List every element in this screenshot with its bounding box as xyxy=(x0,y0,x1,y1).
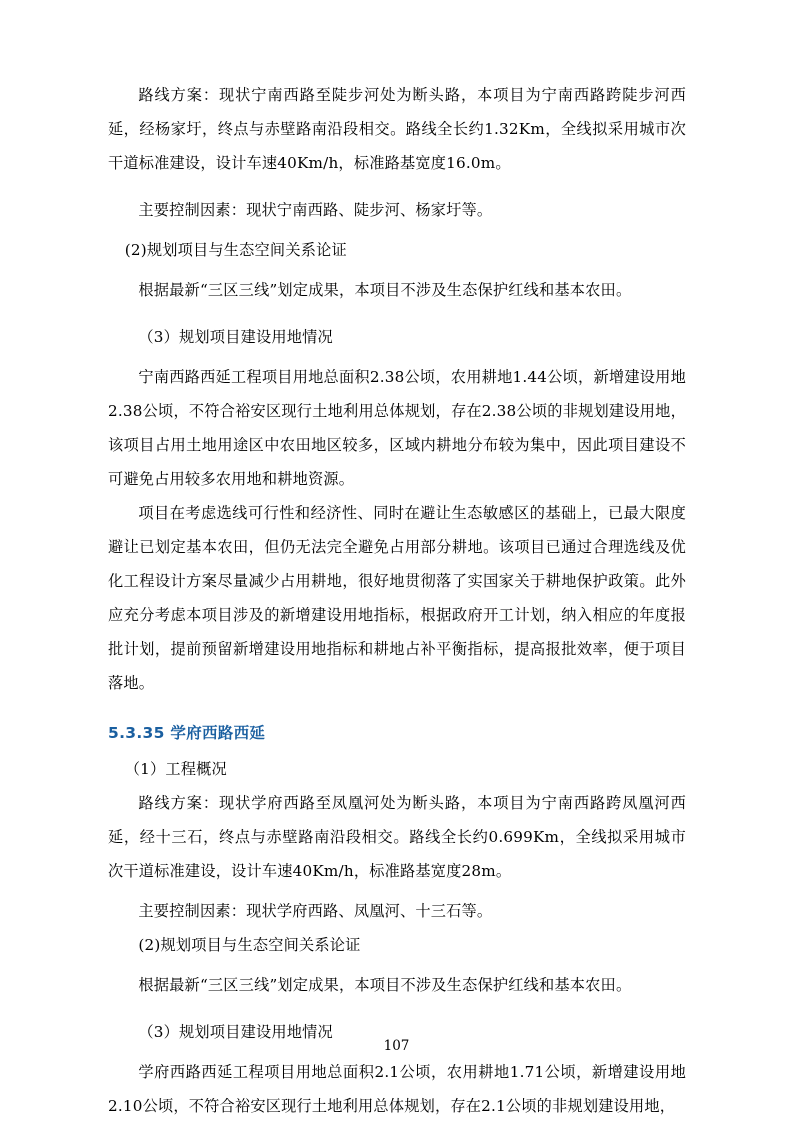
page-number: 107 xyxy=(383,1038,410,1054)
paragraph-control-factors-1: 主要控制因素：现状宁南西路、陡步河、杨家圩等。 xyxy=(138,201,493,219)
paragraph-route-plan-2: 路线方案：现状学府西路至凤凰河处为断头路，本项目为宁南西路跨凤凰河西延，经十三石，终点与赤壁路南沿段相交。路线全长约0.699Km，全线拟采用城市次干道标准建设，设计车速40Km/h，标准路基宽度28m。 xyxy=(108,794,686,880)
paragraph-farmland-protection-1: 项目在考虑选线可行性和经济性、同时在避让生态敏感区的基础上，已最大限度避让已划定基本农田，但仍无法完全避免占用部分耕地。该项目已通过合理选线及优化工程设计方案尽量减少占用耕地，很好地贯彻落了实国家关于耕地保护政策。此外应充分考虑本项目涉及的新增建设用地指标，根据政府开工计划，纳入相应的年度报批计划，提前预留新增建设用地指标和耕地占补平衡指标，提高报批效率，便于项目落地。 xyxy=(108,504,686,692)
paragraph-section-2-title-1: (2)规划项目与生态空间关系论证 xyxy=(124,241,347,259)
paragraph-route-plan-1: 路线方案：现状宁南西路至陡步河处为断头路，本项目为宁南西路跨陡步河西延，经杨家圩，终点与赤壁路南沿段相交。路线全长约1.32Km，全线拟采用城市次干道标准建设，设计车速40Km/h，标准路基宽度16.0m。 xyxy=(108,86,686,172)
paragraph-three-zones-2: 根据最新“三区三线”划定成果，本项目不涉及生态保护红线和基本农田。 xyxy=(138,976,632,994)
paragraph-control-factors-2: 主要控制因素：现状学府西路、凤凰河、十三石等。 xyxy=(138,902,493,920)
page-body xyxy=(108,78,686,1122)
paragraph-section-3-title-2: （3）规划项目建设用地情况 xyxy=(138,1023,333,1041)
section-heading: 5.3.35 学府西路西延 xyxy=(108,724,266,742)
paragraph-land-use-1: 宁南西路西延工程项目用地总面积2.38公顷，农用耕地1.44公顷，新增建设用地2.38公顷，不符合裕安区现行土地利用总体规划，存在2.38公顷的非规划建设用地，该项目占用土地用途区中农田地区较多，区域内耕地分布较为集中，因此项目建设不可避免占用较多农用地和耕地资源。 xyxy=(108,368,686,488)
paragraph-land-use-2: 学府西路西延工程项目用地总面积2.1公顷，农用耕地1.71公顷，新增建设用地2.10公顷，不符合裕安区现行土地利用总体规划，存在2.1公顷的非规划建设用地， xyxy=(108,1063,686,1115)
paragraph-section-2-title-2: (2)规划项目与生态空间关系论证 xyxy=(138,936,361,954)
paragraph-section-3-title-1: （3）规划项目建设用地情况 xyxy=(138,328,333,346)
paragraph-three-zones-1: 根据最新“三区三线”划定成果，本项目不涉及生态保护红线和基本农田。 xyxy=(138,281,632,299)
paragraph-section-1-title-2: （1）工程概况 xyxy=(124,760,227,778)
